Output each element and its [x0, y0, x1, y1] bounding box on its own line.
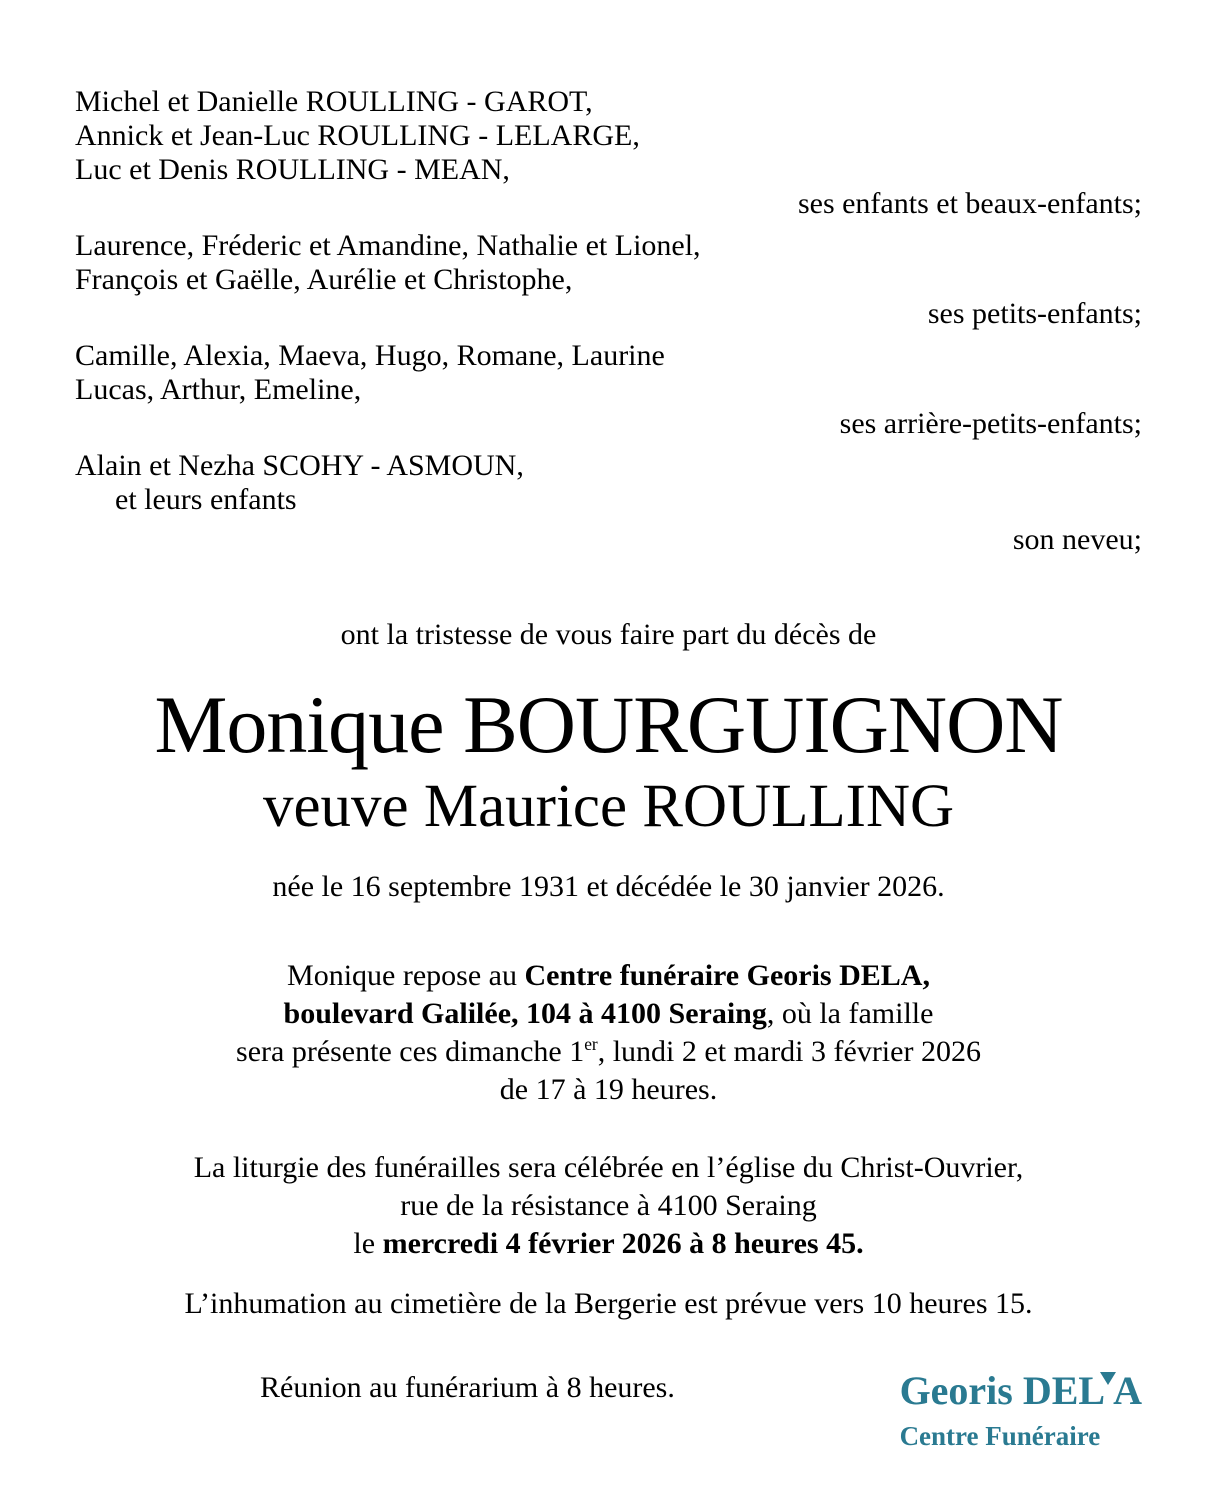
family-group-children	[75, 85, 1142, 221]
repose-hours: de 17 à 19 heures.	[499, 1073, 718, 1106]
repose-paragraph	[75, 957, 1142, 1109]
burial-line: L’inhumation au cimetière de la Bergerie est prévue vers 10 heures 15.	[184, 1287, 1033, 1320]
funeral-home-name: Centre funéraire Georis DELA,	[524, 959, 930, 992]
liturgy-text: le	[353, 1227, 383, 1260]
repose-text: Monique repose au	[287, 959, 525, 992]
liturgy-datetime: mercredi 4 février 2026 à 8 heures 45.	[382, 1227, 864, 1260]
liturgy-text: La liturgie des funérailles sera célébrée en l’église du Christ-Ouvrier,	[193, 1151, 1024, 1184]
family-names	[75, 229, 1142, 297]
details-block	[75, 957, 1142, 1323]
family-names	[75, 449, 1142, 517]
meeting-line: Réunion au funérarium à 8 heures.	[260, 1371, 675, 1404]
funeral-home-address: boulevard Galilée, 104 à 4100 Seraing	[283, 997, 767, 1030]
family-names-line: Michel et Danielle ROULLING - GAROT,	[75, 85, 593, 118]
relation-label: ses arrière-petits-enfants;	[839, 407, 1142, 440]
announcement-intro: ont la tristesse de vous faire part du décès de	[340, 618, 877, 651]
relation-label: ses enfants et beaux-enfants;	[797, 187, 1142, 220]
relation-label: ses petits-enfants;	[927, 297, 1142, 330]
family-names	[75, 85, 1142, 187]
family-group-nephew	[75, 449, 1142, 557]
family-group-great-grandchildren	[75, 339, 1142, 441]
liturgy-address: rue de la résistance à 4100 Seraing	[400, 1189, 817, 1222]
announcement-block	[75, 617, 1142, 905]
birth-death-dates: née le 16 septembre 1931 et décédée le 30 janvier 2026.	[272, 870, 945, 903]
ordinal-suffix: er	[584, 1034, 598, 1054]
family-names-line: Laurence, Fréderic et Amandine, Nathalie et Lionel,	[75, 229, 701, 262]
spouse-line: veuve Maurice ROULLING	[262, 773, 955, 840]
logo-subtitle: Centre Funéraire	[899, 1421, 1101, 1451]
repose-text: , où la famille	[766, 997, 934, 1030]
bottom-row	[75, 1369, 1142, 1451]
family-names-line: Lucas, Arthur, Emeline,	[75, 373, 362, 406]
logo-brand	[900, 1369, 1142, 1413]
family-names-line: Alain et Nezha SCOHY - ASMOUN,	[75, 449, 524, 482]
family-block	[75, 85, 1142, 557]
family-group-grandchildren	[75, 229, 1142, 331]
logo-brand-text: A	[1113, 1368, 1142, 1413]
family-names-line: Annick et Jean-Luc ROULLING - LELARGE,	[75, 119, 640, 152]
deceased-name: Monique BOURGUIGNON	[154, 679, 1063, 770]
relation-label: son neveu;	[1012, 523, 1142, 556]
family-names-line: François et Gaëlle, Aurélie et Christophe,	[75, 263, 573, 296]
family-names	[75, 339, 1142, 407]
georis-dela-logo	[900, 1369, 1142, 1451]
liturgy-paragraph	[75, 1149, 1142, 1263]
repose-text: sera présente ces dimanche 1	[236, 1035, 585, 1068]
family-names-line: Luc et Denis ROULLING - MEAN,	[75, 153, 510, 186]
family-names-line: Camille, Alexia, Maeva, Hugo, Romane, Laurine	[75, 339, 665, 372]
logo-brand-text: Georis DEL	[899, 1368, 1106, 1413]
dela-triangle-icon	[1100, 1372, 1116, 1385]
family-names-line: et leurs enfants	[115, 483, 297, 516]
repose-text: , lundi 2 et mardi 3 février 2026	[597, 1035, 981, 1068]
